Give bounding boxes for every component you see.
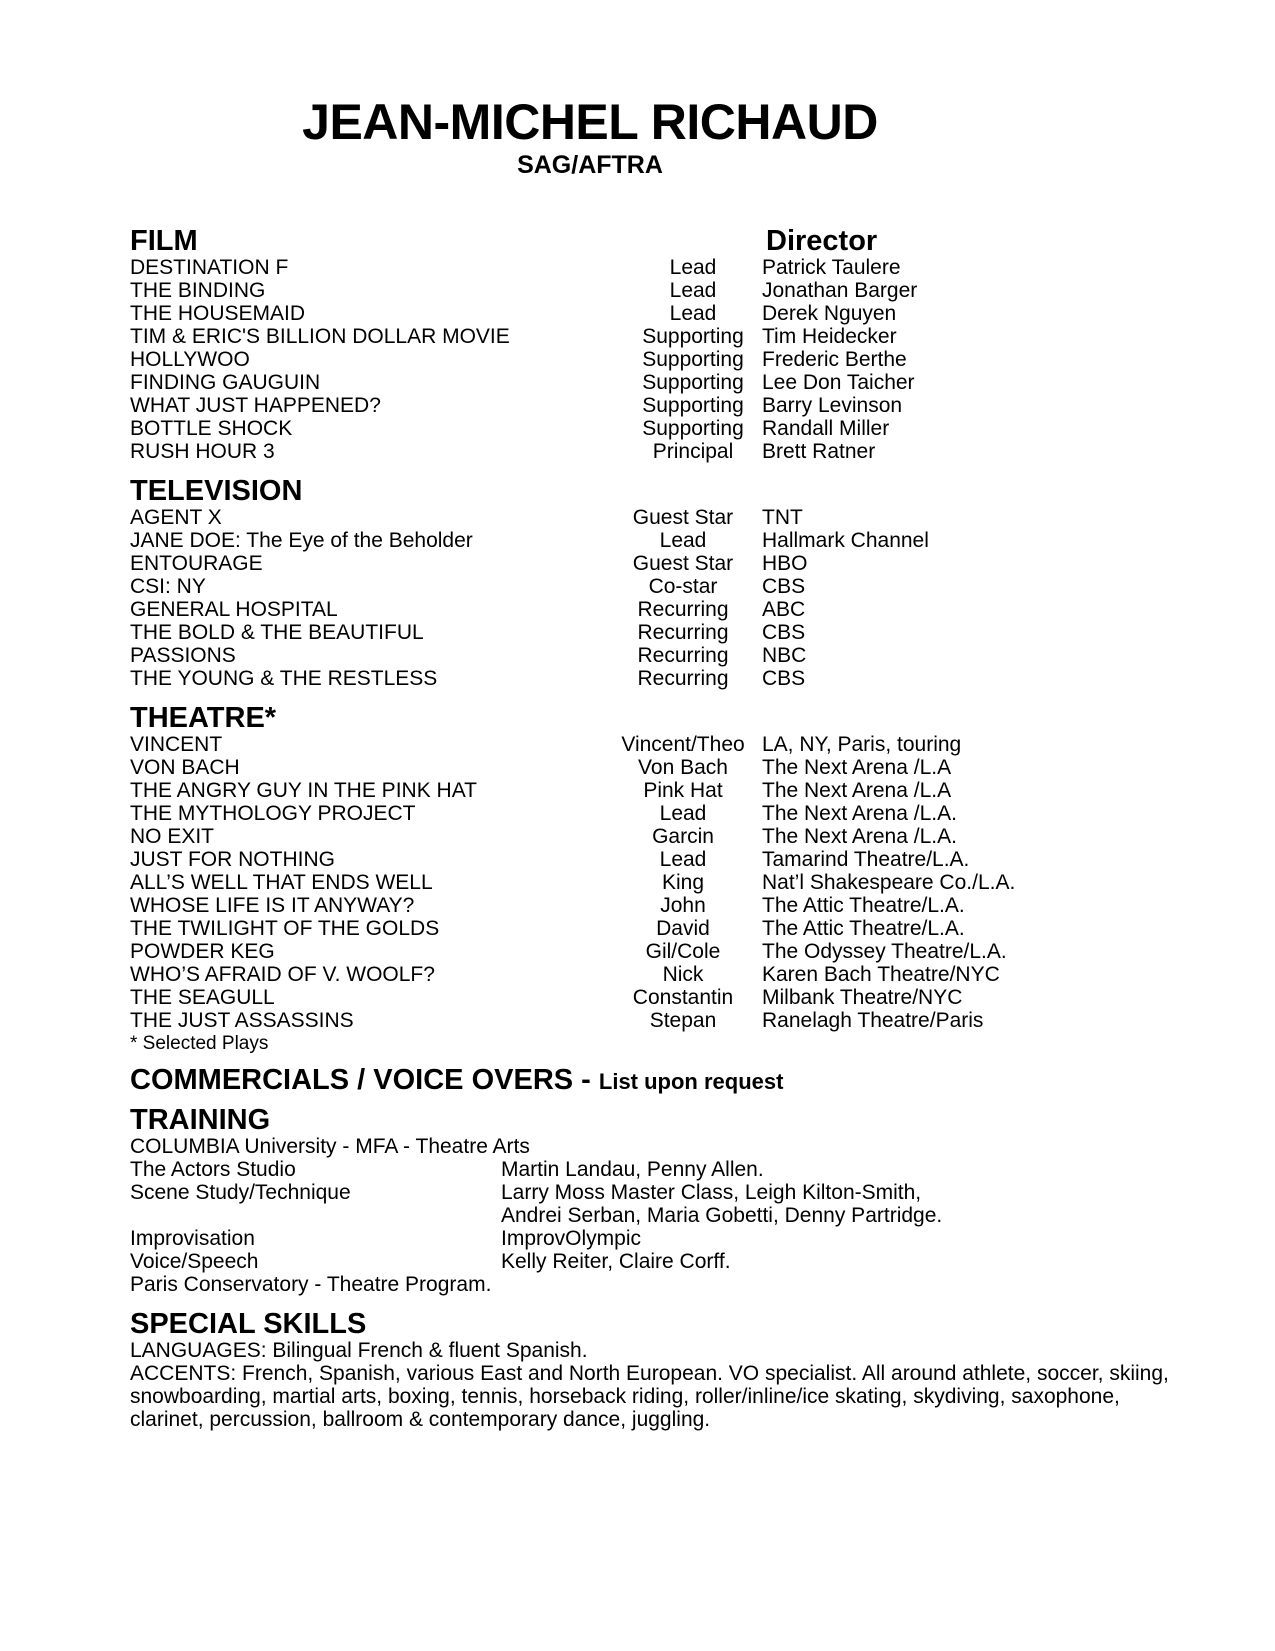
skills-languages: LANGUAGES: Bilingual French & fluent Spanish.: [130, 1339, 588, 1362]
credit-venue: ABC: [762, 598, 806, 621]
credit-venue: CBS: [762, 575, 806, 598]
credit-title: VINCENT: [130, 733, 223, 756]
credit-role: Pink Hat: [643, 779, 723, 802]
director-column-header: Director: [766, 225, 878, 257]
skills-accents: ACCENTS: French, Spanish, various East and North European. VO specialist. All around athlete, soccer, skiing, snowboarding, martial arts, boxing, tennis, horseback riding, roller/inline/ice skating, skydiving, saxophone, clarinet, percussion, ballroom & contemporary dance, juggling.: [130, 1362, 1169, 1431]
credit-row: [130, 348, 1210, 371]
credit-role: Lead: [659, 848, 707, 871]
credit-title: CSI: NY: [130, 575, 206, 598]
training-instructors: Larry Moss Master Class, Leigh Kilton-Smith,: [501, 1181, 922, 1204]
credit-title: HOLLYWOO: [130, 348, 250, 371]
credit-title: ENTOURAGE: [130, 552, 263, 575]
credit-venue: Brett Ratner: [762, 440, 876, 463]
credit-title: THE TWILIGHT OF THE GOLDS: [130, 917, 440, 940]
skills-heading: [130, 1309, 1210, 1339]
credit-role: Recurring: [637, 621, 729, 644]
credit-venue: Hallmark Channel: [762, 529, 929, 552]
credit-row: [130, 940, 1210, 963]
credit-row: [130, 733, 1210, 756]
credit-role: Supporting: [642, 371, 744, 394]
credit-venue: Ranelagh Theatre/Paris: [762, 1009, 984, 1032]
skills-title: SPECIAL SKILLS: [130, 1308, 367, 1340]
credit-role: Supporting: [642, 325, 744, 348]
credit-title: THE BINDING: [130, 279, 266, 302]
credit-title: WHAT JUST HAPPENED?: [130, 394, 381, 417]
credit-row: [130, 621, 1210, 644]
training-row: [130, 1158, 1210, 1181]
credit-row: [130, 963, 1210, 986]
credit-title: NO EXIT: [130, 825, 215, 848]
credit-venue: TNT: [762, 506, 803, 529]
credit-venue: Lee Don Taicher: [762, 371, 915, 394]
theatre-title: THEATRE*: [130, 702, 277, 734]
training-row: [130, 1204, 1210, 1227]
training-item: Improvisation: [130, 1227, 255, 1250]
credit-venue: Milbank Theatre/NYC: [762, 986, 963, 1009]
credit-venue: The Next Arena /L.A.: [762, 825, 957, 848]
credit-venue: The Attic Theatre/L.A.: [762, 894, 965, 917]
credit-role: Lead: [659, 529, 707, 552]
training-row: [130, 1273, 1210, 1296]
credit-role: Guest Star: [632, 552, 734, 575]
credit-role: Supporting: [642, 417, 744, 440]
credit-role: Recurring: [637, 644, 729, 667]
credit-venue: CBS: [762, 621, 806, 644]
training-item: COLUMBIA University - MFA - Theatre Arts: [130, 1135, 530, 1158]
credit-title: BOTTLE SHOCK: [130, 417, 293, 440]
credit-title: THE ANGRY GUY IN THE PINK HAT: [130, 779, 477, 802]
training-heading: [130, 1105, 1210, 1135]
credit-venue: Jonathan Barger: [762, 279, 918, 302]
credit-row: [130, 894, 1210, 917]
credit-row: [130, 440, 1210, 463]
credit-venue: Karen Bach Theatre/NYC: [762, 963, 1000, 986]
credit-venue: NBC: [762, 644, 807, 667]
credit-venue: Tamarind Theatre/L.A.: [762, 848, 970, 871]
film-credits: [130, 256, 1210, 463]
credit-title: TIM & ERIC'S BILLION DOLLAR MOVIE: [130, 325, 510, 348]
credit-title: WHOSE LIFE IS IT ANYWAY?: [130, 894, 415, 917]
credit-row: [130, 825, 1210, 848]
credit-venue: Tim Heidecker: [762, 325, 897, 348]
credit-venue: HBO: [762, 552, 808, 575]
credit-row: [130, 506, 1210, 529]
credit-title: THE MYTHOLOGY PROJECT: [130, 802, 416, 825]
credit-role: Recurring: [637, 667, 729, 690]
credit-role: Gil/Cole: [645, 940, 721, 963]
credit-title: THE JUST ASSASSINS: [130, 1009, 354, 1032]
credit-role: Constantin: [632, 986, 734, 1009]
credit-title: THE YOUNG & THE RESTLESS: [130, 667, 438, 690]
credit-venue: Frederic Berthe: [762, 348, 907, 371]
credit-row: [130, 848, 1210, 871]
credit-row: [130, 917, 1210, 940]
television-title: TELEVISION: [130, 475, 303, 507]
resume-body: [130, 226, 1210, 1431]
credit-venue: Patrick Taulere: [762, 256, 901, 279]
credit-venue: The Odyssey Theatre/L.A.: [762, 940, 1007, 963]
credit-role: Lead: [669, 256, 717, 279]
film-title: FILM: [130, 225, 198, 257]
credit-row: [130, 394, 1210, 417]
credit-role: Lead: [669, 279, 717, 302]
commercials-title: COMMERCIALS / VOICE OVERS -: [130, 1064, 591, 1096]
credit-title: GENERAL HOSPITAL: [130, 598, 338, 621]
credit-venue: Derek Nguyen: [762, 302, 897, 325]
credit-row: [130, 779, 1210, 802]
credit-role: Guest Star: [632, 506, 734, 529]
credit-role: Nick: [662, 963, 704, 986]
credit-title: FINDING GAUGUIN: [130, 371, 321, 394]
film-heading: [130, 226, 1210, 256]
television-heading: [130, 476, 1210, 506]
training-row: [130, 1181, 1210, 1204]
commercials-heading: [130, 1065, 1210, 1095]
credit-role: Principal: [652, 440, 734, 463]
credit-venue: Barry Levinson: [762, 394, 903, 417]
television-credits: [130, 506, 1210, 690]
credit-row: [130, 279, 1210, 302]
credit-title: ALL’S WELL THAT ENDS WELL: [130, 871, 433, 894]
credit-role: King: [661, 871, 705, 894]
credit-venue: The Attic Theatre/L.A.: [762, 917, 965, 940]
theatre-footnote: * Selected Plays: [130, 1033, 269, 1054]
actor-name: JEAN-MICHEL RICHAUD: [302, 94, 878, 150]
credit-role: Supporting: [642, 394, 744, 417]
training-item: Voice/Speech: [130, 1250, 259, 1273]
credit-title: DESTINATION F: [130, 256, 289, 279]
credit-row: [130, 552, 1210, 575]
training-title: TRAINING: [130, 1104, 271, 1136]
credit-row: [130, 644, 1210, 667]
training-instructors: Martin Landau, Penny Allen.: [501, 1158, 764, 1181]
training-row: [130, 1227, 1210, 1250]
credit-row: [130, 575, 1210, 598]
training-list: [130, 1135, 1210, 1296]
credit-title: AGENT X: [130, 506, 222, 529]
credit-title: VON BACH: [130, 756, 240, 779]
credit-title: THE SEAGULL: [130, 986, 275, 1009]
union-affiliation: SAG/AFTRA: [517, 151, 663, 179]
credit-role: Stepan: [649, 1009, 717, 1032]
credit-title: PASSIONS: [130, 644, 236, 667]
credit-row: [130, 986, 1210, 1009]
credit-venue: The Next Arena /L.A: [762, 779, 952, 802]
credit-row: [130, 598, 1210, 621]
training-instructors: ImprovOlympic: [501, 1227, 642, 1250]
credit-venue: CBS: [762, 667, 806, 690]
credit-row: [130, 667, 1210, 690]
training-item: The Actors Studio: [130, 1158, 296, 1181]
credit-title: THE BOLD & THE BEAUTIFUL: [130, 621, 424, 644]
training-instructors: Andrei Serban, Maria Gobetti, Denny Partridge.: [501, 1204, 943, 1227]
theatre-heading: [130, 703, 1210, 733]
training-row: [130, 1250, 1210, 1273]
commercials-note: List upon request: [598, 1069, 784, 1094]
credit-row: [130, 302, 1210, 325]
training-instructors: Kelly Reiter, Claire Corff.: [501, 1250, 731, 1273]
credit-title: THE HOUSEMAID: [130, 302, 306, 325]
credit-title: JUST FOR NOTHING: [130, 848, 335, 871]
credit-role: Vincent/Theo: [621, 733, 745, 756]
training-item: Paris Conservatory - Theatre Program.: [130, 1273, 492, 1296]
credit-venue: Randall Miller: [762, 417, 890, 440]
credit-title: WHO’S AFRAID OF V. WOOLF?: [130, 963, 435, 986]
credit-row: [130, 371, 1210, 394]
credit-venue: The Next Arena /L.A: [762, 756, 952, 779]
credit-role: Von Bach: [638, 756, 728, 779]
credit-role: Garcin: [652, 825, 714, 848]
credit-title: POWDER KEG: [130, 940, 275, 963]
credit-title: RUSH HOUR 3: [130, 440, 275, 463]
credit-role: John: [660, 894, 706, 917]
credit-row: [130, 802, 1210, 825]
credit-row: [130, 256, 1210, 279]
credit-row: [130, 756, 1210, 779]
credit-role: Supporting: [642, 348, 744, 371]
credit-row: [130, 1009, 1210, 1032]
credit-role: Lead: [659, 802, 707, 825]
credit-venue: LA, NY, Paris, touring: [762, 733, 962, 756]
credit-role: Co-star: [648, 575, 718, 598]
theatre-credits: [130, 733, 1210, 1032]
credit-row: [130, 325, 1210, 348]
credit-role: David: [656, 917, 710, 940]
credit-title: JANE DOE: The Eye of the Beholder: [130, 529, 473, 552]
credit-venue: Nat’l Shakespeare Co./L.A.: [762, 871, 1016, 894]
training-row: [130, 1135, 1210, 1158]
credit-role: Recurring: [637, 598, 729, 621]
credit-row: [130, 417, 1210, 440]
training-item: Scene Study/Technique: [130, 1181, 351, 1204]
credit-row: [130, 871, 1210, 894]
credit-venue: The Next Arena /L.A.: [762, 802, 957, 825]
credit-role: Lead: [669, 302, 717, 325]
credit-row: [130, 529, 1210, 552]
